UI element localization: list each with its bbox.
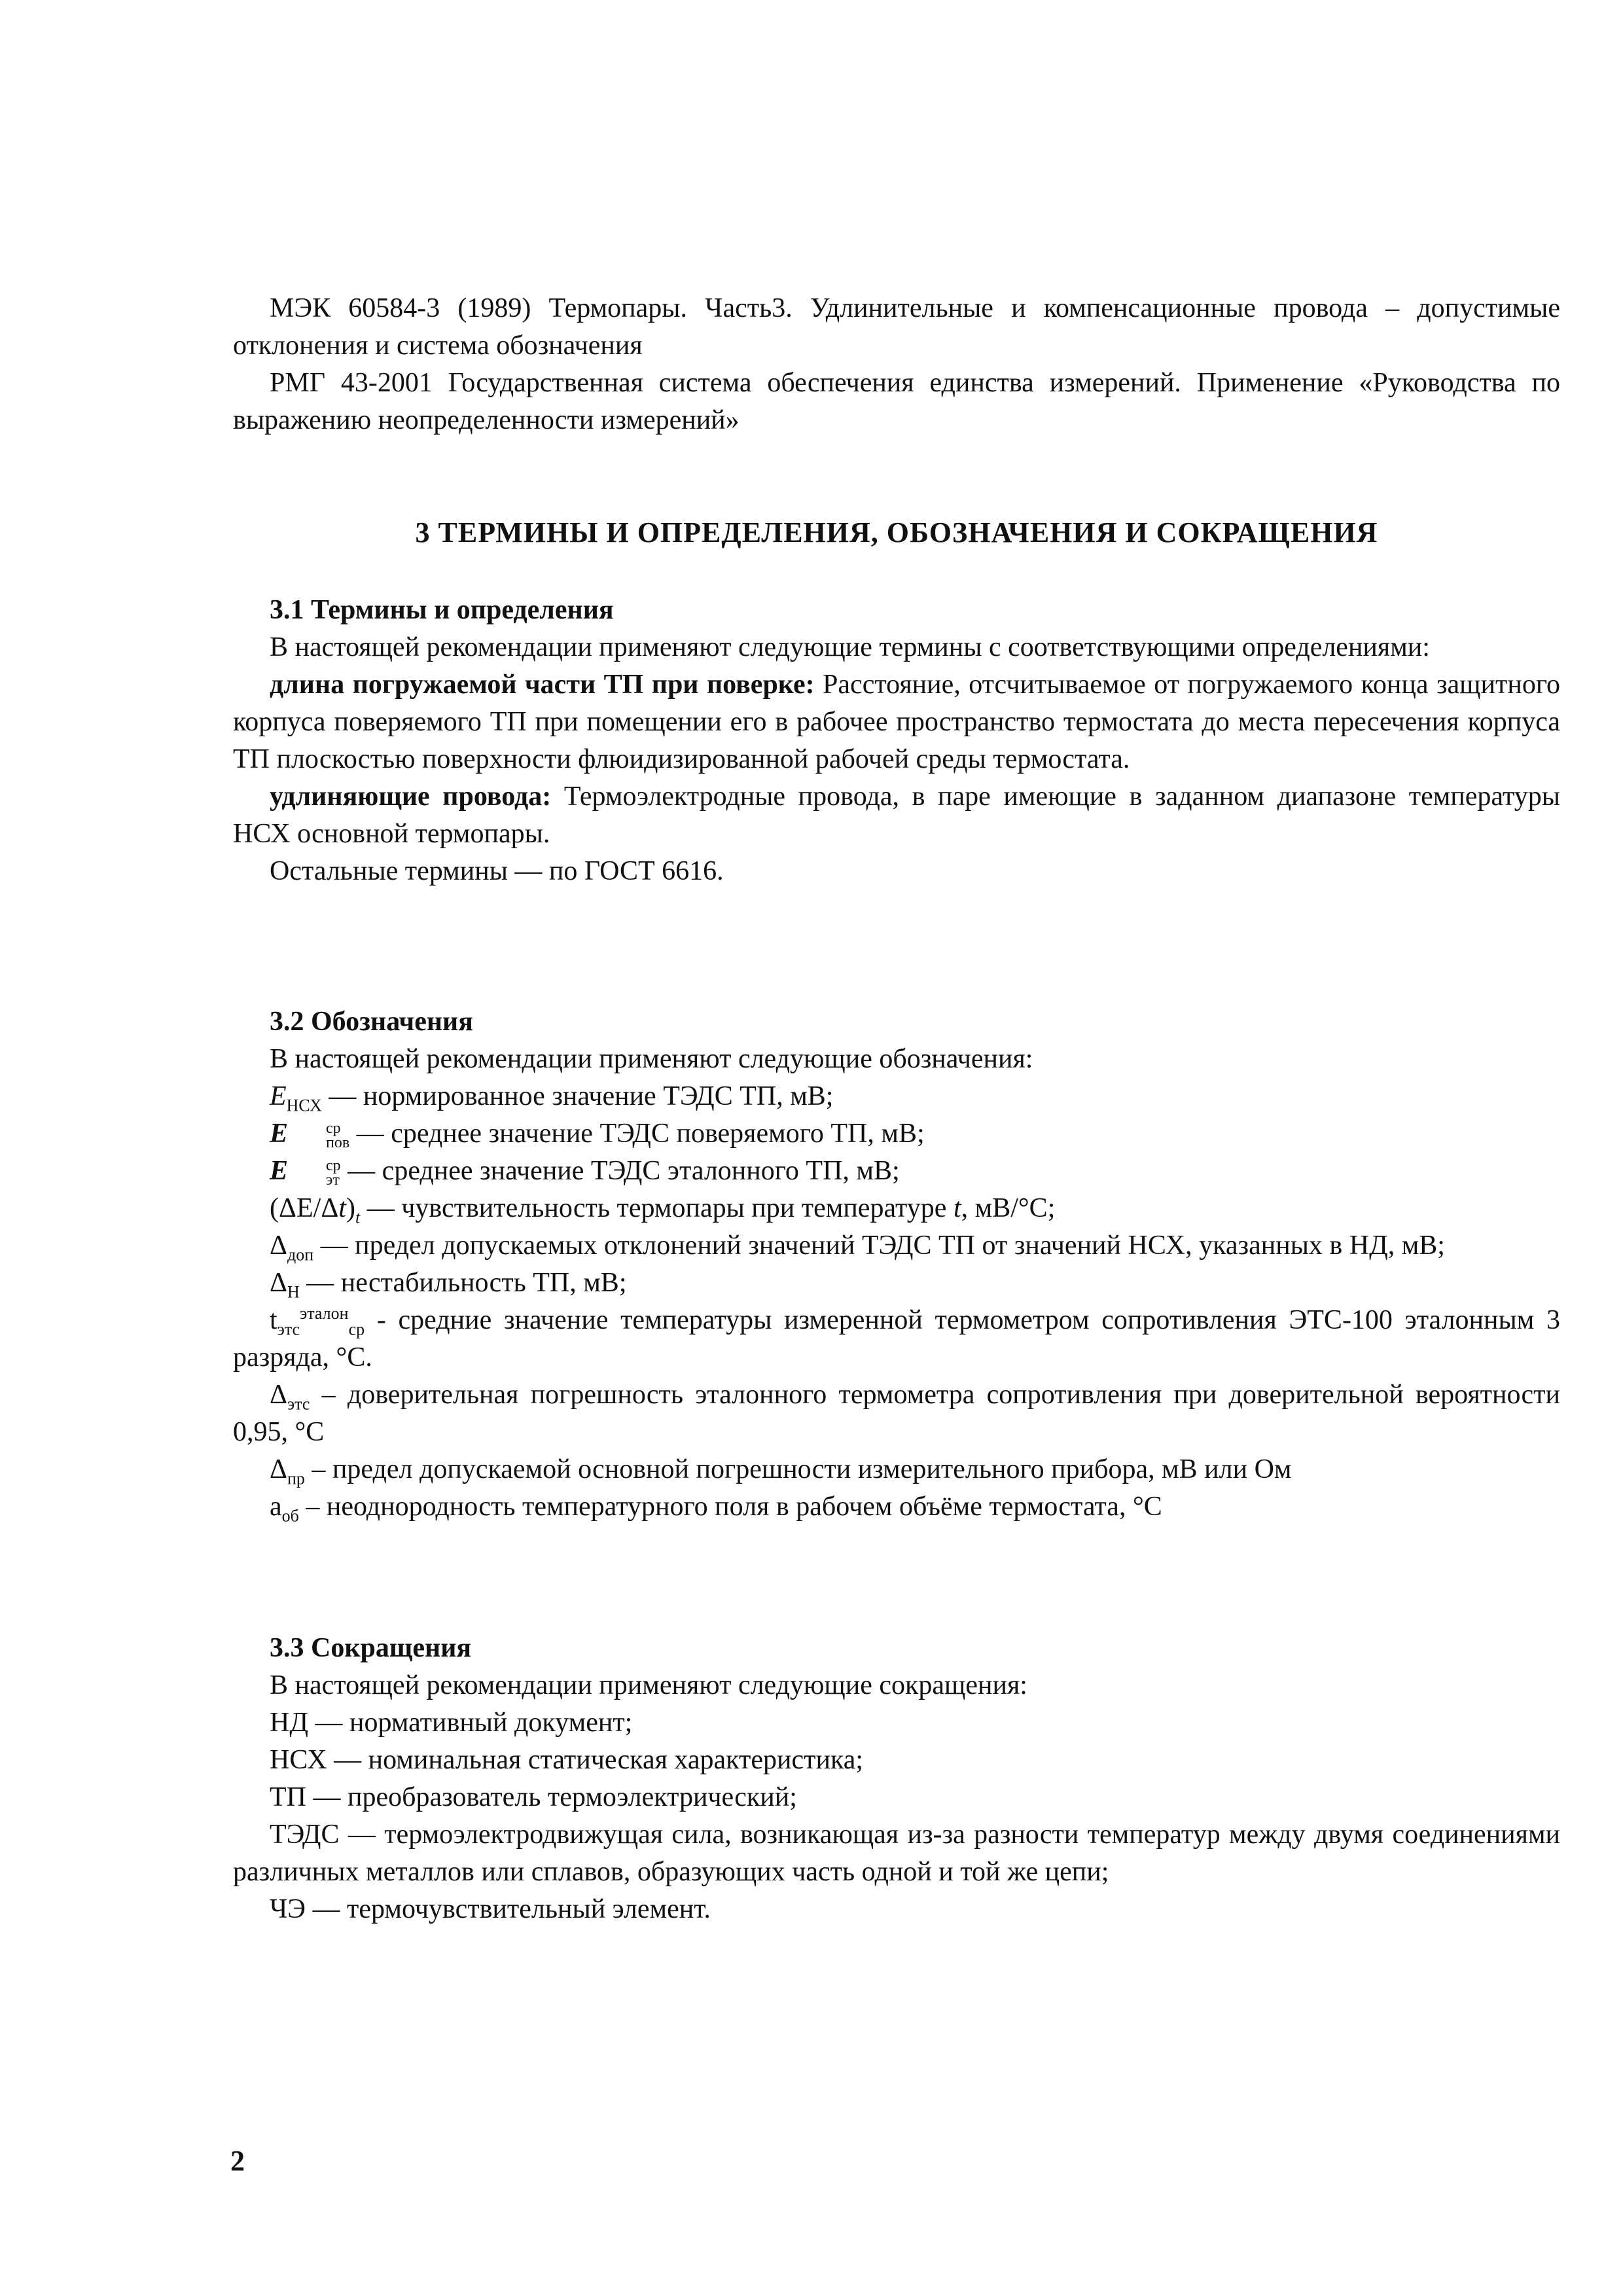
abbreviation-item: ТЭДС — термоэлектродвижущая сила, возникающая из-за разности температур между двумя соединениями различных металлов или сплавов, образующих часть одной и той же цепи;: [233, 1820, 1560, 1887]
abbreviation-item: ЧЭ — термочувствительный элемент.: [270, 1894, 711, 1924]
section-3-1-intro: В настоящей рекомендации применяют следующие термины с соответствующими определениями:: [270, 632, 1430, 662]
section-3-3: [233, 1630, 1560, 1928]
section-3-2-heading: 3.2 Обозначения: [270, 1007, 473, 1037]
symbol-delta-n: $\Delta_Н$ — нестабильность ТП, мВ;: [270, 1268, 627, 1302]
section-3-2-intro: В настоящей рекомендации применяют следующие обозначения:: [270, 1044, 1033, 1074]
term-label: удлиняющие провода:: [270, 781, 552, 812]
abbreviation-item: НД — нормативный документ;: [270, 1708, 633, 1738]
abbreviation-item: ТП — преобразователь термоэлектрический;: [270, 1782, 797, 1812]
section-3-3-heading: 3.3 Сокращения: [270, 1633, 472, 1663]
symbol-sensitivity: $(\Delta E/\Delta t)_t$ — чувствительность термопары при температуре t, мВ/°С;: [270, 1193, 1056, 1227]
term-extension-wires: [233, 778, 1560, 853]
section-3-1-heading: 3.1 Термины и определения: [270, 595, 614, 625]
symbol-e-pov: E ср пов — среднее значение ТЭДС поверяемого ТП, мВ;: [270, 1119, 925, 1152]
symbol-delta-pr: $\Delta_{пр}$ – предел допускаемой основной погрешности измерительного прибора, мВ или Ом: [270, 1454, 1292, 1488]
symbol-t-ets: $t_{этс}^{эталон}_{ср}$ - средние значение температуры измеренной термометром сопротивления ЭТС-100 эталонным 3 разряда, °С.: [233, 1304, 1560, 1372]
abbreviation-item: НСХ — номинальная статическая характеристика;: [270, 1745, 864, 1775]
other-terms: Остальные термины — по ГОСТ 6616.: [270, 856, 724, 886]
symbol-e-nsx: $E_{НСХ}$ — нормированное значение ТЭДС ТП, мВ;: [270, 1081, 834, 1115]
symbol-delta-ets: $\Delta_{этс}$ – доверительная погрешность эталонного термометра сопротивления при доверительной вероятности 0,95, °С: [233, 1380, 1560, 1447]
term-definition: Термоэлектродные провода, в паре имеющие в заданном диапазоне температуры НСХ основной термопары.: [233, 781, 1560, 849]
symbol-delta-dop: $\Delta_{доп}$ — предел допускаемых отклонений значений ТЭДС ТП от значений НСХ, указанных в НД, мВ;: [270, 1230, 1445, 1265]
reference-rmg: РМГ 43-2001 Государственная система обеспечения единства измерений. Применение «Руководства по выражению неопределенности измерений»: [233, 368, 1560, 435]
symbol-e-et: E ср эт — среднее значение ТЭДС эталонного ТП, мВ;: [270, 1156, 900, 1189]
symbol-a-ob: $a_{об}$ – неоднородность температурного поля в рабочем объёме термостата, °С: [270, 1492, 1162, 1526]
section-3-3-intro: В настоящей рекомендации применяют следующие сокращения:: [270, 1670, 1027, 1700]
term-label: длина погружаемой части ТП при поверке:: [270, 670, 815, 700]
page-number: 2: [230, 2145, 245, 2177]
section-title: 3 ТЕРМИНЫ И ОПРЕДЕЛЕНИЯ, ОБОЗНАЧЕНИЯ И СОКРАЩЕНИЯ: [415, 516, 1378, 548]
section-3-2: [233, 1003, 1560, 1526]
term-definition: Расстояние, отсчитываемое от погружаемого конца защитного корпуса поверяемого ТП при помещении его в рабочее пространство термостата до места пересечения корпуса ТП плоскостью поверхности флюидизированной рабочей среды термостата.: [233, 670, 1561, 774]
references-block: [233, 290, 1560, 439]
term-immersion-length: [233, 666, 1560, 778]
section-3-1: [233, 592, 1560, 890]
reference-iec: МЭК 60584-3 (1989) Термопары. Часть3. Удлинительные и компенсационные провода – допустимые отклонения и система обозначения: [233, 293, 1560, 361]
